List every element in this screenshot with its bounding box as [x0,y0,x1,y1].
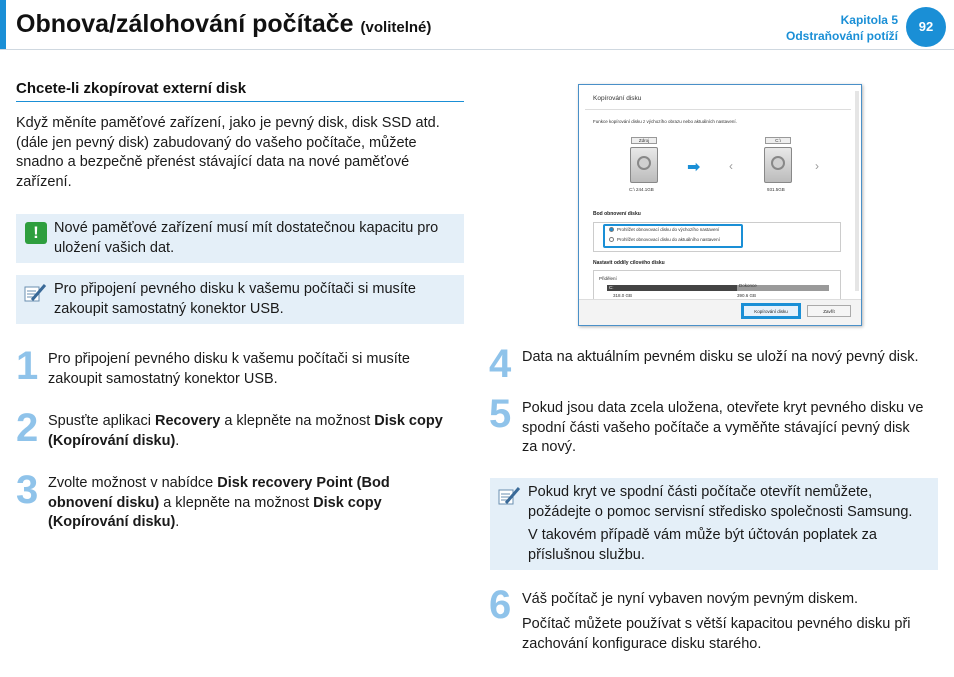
dialog-title-divider [585,109,851,110]
step-2-pre: Spusťte aplikaci [48,413,155,429]
target-disk-label: 931.5GB [767,187,785,192]
dialog-scrollbar[interactable] [855,91,859,291]
source-disk-label: C:\ 244.1GB [629,187,654,192]
step-6-text-2: Počítač můžete používat s větší kapacitou pevného disku při zachování konfigurace disku starého. [522,616,911,652]
radio-default-label: Prohlížet obnovovací disku do výchozího nastavení [617,227,720,232]
step-2-text [48,412,463,451]
step-2-number: 2 [16,406,39,450]
step-5-text: Pokud jsou data zcela uložena, otevřete kryt pevného disku ve spodní části vašeho počítače a vyměňte stávající pevný disk za nový. [522,400,924,455]
dialog-title: Kopírování disku [593,95,642,102]
partition-bar-c[interactable] [607,285,737,291]
header-divider [0,49,954,50]
step-1-text: Pro připojení pevného disku k vašemu počítači si musíte zakoupit samostatný konektor USB. [48,351,410,387]
page-number-badge: 92 [906,7,946,47]
step-3-post: . [175,514,180,530]
warning-note-text: Nové paměťové zařízení musí mít dostatečnou kapacitu pro uložení vašich dat. [54,220,439,256]
step-3-option: Disk copy (Kopírování disku) [48,494,382,530]
radio-current-label: Prohlížet obnovovací disku do aktuálního nastavení [617,237,720,242]
copy-disk-button[interactable]: Kopírování disku [743,305,799,317]
partition-c-label: C: [609,285,614,290]
step-2-mid: a klepněte na možnost [220,413,375,429]
tip-note-2-text-2: V takovém případě vám může být účtován poplatek za příslušnou službu. [528,527,877,563]
step-3-menu: Disk recovery Point (Bod obnovení disku) [48,475,390,511]
target-disk-icon[interactable] [764,147,792,183]
tip-note-text: Pro připojení pevného disku k vašemu počítači si musíte zakoupit samostatný konektor USB. [54,281,416,317]
step-3-mid: a klepněte na možnost [159,494,314,511]
recovery-point-heading: Bod obnovení disku [593,211,641,217]
page-title-main: Obnova/zálohování počítače [16,10,354,38]
section-divider [16,101,464,102]
tip-note-2-text-1: Pokud kryt ve spodní části počítače otevřít nemůžete, požádejte o pomoc servisní středisko společnosti Samsung. [528,484,913,520]
close-button[interactable]: Zavřít [807,305,851,317]
source-disk-icon[interactable] [630,147,658,183]
warning-note [16,214,464,263]
step-2-post: . [175,432,180,449]
step-5-number: 5 [489,392,512,436]
memo-pencil-icon [497,485,521,509]
source-disk-tag: Zdroj [631,137,657,144]
step-6-text: Váš počítač je nyní vybaven novým pevným diskem. [522,591,859,607]
chevron-left-icon[interactable]: ‹ [729,159,733,173]
step-4-number: 4 [489,342,512,386]
dialog-hint: Funkce kopírování disku z výchozího obrazu nebo aktuálních nastavení. [593,119,737,124]
step-3-text [48,474,448,533]
tip-note-2 [490,478,938,570]
arrow-right-icon: ➡ [687,159,701,176]
intro-paragraph: Když měníte paměťové zařízení, jako je pevný disk, disk SSD atd. (dále jen pevný disk) zabudovaný do vašeho počítače, můžete snadno a bezpečně přenést stávající data na nové paměťové zařízení. [16,115,440,190]
tip-note [16,275,464,324]
exclamation-icon: ! [25,222,47,244]
partition-heading: Nastavit oddíly cílového disku [593,260,665,266]
header-accent-bar [0,0,6,50]
radio-default-settings[interactable] [609,227,719,232]
step-3-number: 3 [16,468,39,512]
chevron-right-icon[interactable]: › [815,159,819,173]
chapter-title: Odstraňování potíží [785,29,898,43]
page-title [16,10,431,39]
step-2-app-name: Recovery [155,413,221,429]
chapter-number: Kapitola 5 [840,13,898,27]
radio-current-settings[interactable] [609,237,720,242]
chapter-info [786,12,898,44]
page-title-suffix: (volitelné) [360,19,432,36]
memo-pencil-icon [23,282,47,306]
partition-free-label: Dokonce [739,283,757,288]
target-disk-tag: C:\ [765,137,791,144]
step-1-number: 1 [16,344,39,388]
step-6-number: 6 [489,583,512,627]
step-2-option: Disk copy (Kopírování disku) [48,413,443,449]
partition-free-size: 390.6 GB [737,293,757,298]
partition-header: Přidělení [599,276,617,281]
disk-copy-dialog-screenshot [578,84,862,326]
step-4-text: Data na aktuálním pevném disku se uloží na nový pevný disk. [522,349,919,365]
section-title: Chcete-li zkopírovat externí disk [16,80,247,97]
partition-c-size: 318.0 GB [613,293,633,298]
step-3-pre: Zvolte možnost v nabídce [48,475,218,491]
